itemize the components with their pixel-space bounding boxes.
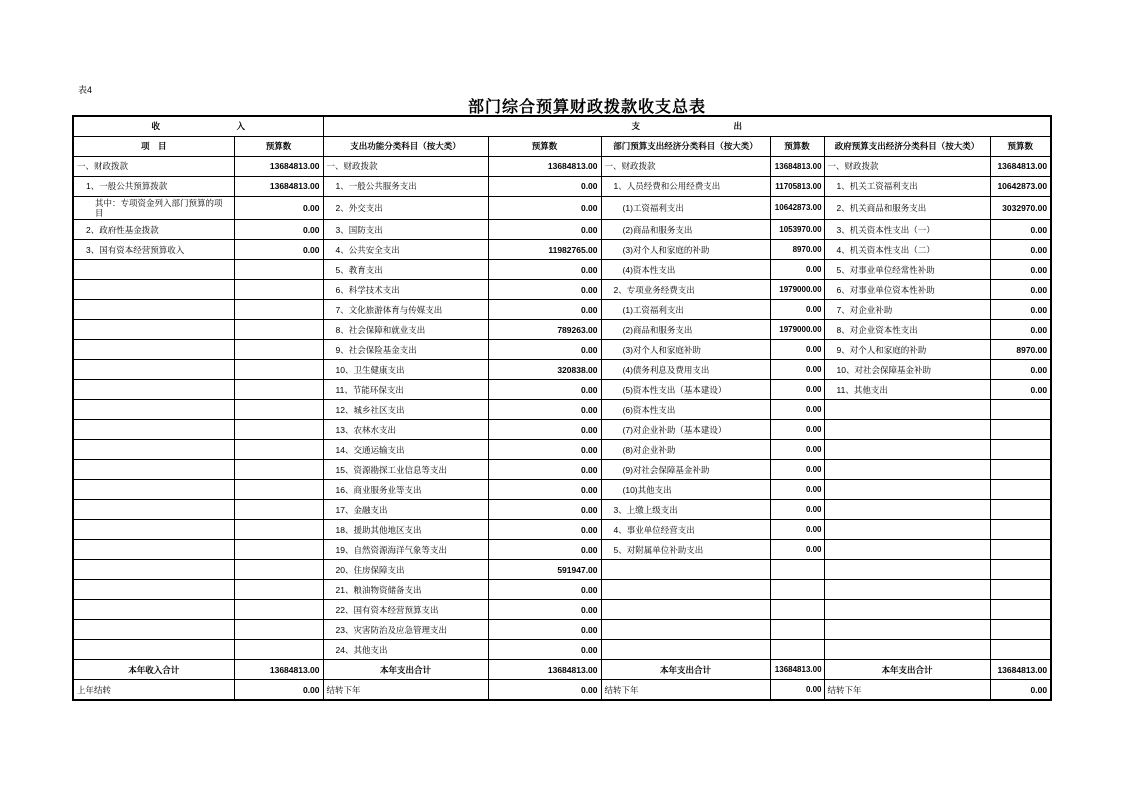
row-label-cell: 结转下年: [601, 680, 770, 701]
page-title: 部门综合预算财政拨款收支总表: [468, 99, 707, 116]
table-row: [73, 157, 1051, 177]
row-label-cell: [824, 420, 990, 440]
row-label-cell: 5、对附属单位补助支出: [601, 540, 770, 560]
row-label-cell: (5)资本性支出（基本建设）: [601, 380, 770, 400]
row-label-cell: [73, 600, 234, 620]
amount-cell: [990, 520, 1051, 540]
amount-cell: 0.00: [488, 300, 601, 320]
row-label-cell: [824, 600, 990, 620]
row-label-cell: 4、机关资本性支出（二）: [824, 240, 990, 260]
amount-cell: 1053970.00: [770, 220, 824, 240]
amount-cell: 0.00: [488, 460, 601, 480]
row-label-cell: 11、节能环保支出: [323, 380, 488, 400]
amount-cell: [234, 320, 323, 340]
amount-cell: 13684813.00: [488, 157, 601, 177]
row-label-cell: 2、外交支出: [323, 197, 488, 220]
row-label-cell: [824, 560, 990, 580]
row-label-cell: 上年结转: [73, 680, 234, 701]
amount-cell: [234, 620, 323, 640]
table-row: [73, 340, 1051, 360]
amount-cell: 0.00: [770, 420, 824, 440]
column-header-function-class: 支出功能分类科目（按大类）: [323, 137, 488, 157]
amount-cell: 0.00: [770, 480, 824, 500]
amount-cell: [990, 420, 1051, 440]
amount-cell: 0.00: [234, 220, 323, 240]
amount-cell: 0.00: [488, 280, 601, 300]
row-label-cell: [824, 640, 990, 660]
row-label-cell: [73, 460, 234, 480]
expenditure-section-header: 支 出: [323, 116, 1051, 137]
row-label-cell: [73, 520, 234, 540]
row-label-cell: 16、商业服务业等支出: [323, 480, 488, 500]
amount-cell: 0.00: [990, 680, 1051, 701]
amount-cell: [990, 500, 1051, 520]
amount-cell: 0.00: [488, 197, 601, 220]
row-label-cell: 13、农林水支出: [323, 420, 488, 440]
amount-cell: 0.00: [990, 280, 1051, 300]
row-label-cell: 1、机关工资福利支出: [824, 177, 990, 197]
row-label-cell: (10)其他支出: [601, 480, 770, 500]
amount-cell: [234, 340, 323, 360]
amount-cell: [234, 540, 323, 560]
section-header-row: [73, 116, 1051, 137]
amount-cell: 0.00: [234, 680, 323, 701]
row-label-cell: [824, 440, 990, 460]
row-label-cell: [73, 400, 234, 420]
table-row: [73, 320, 1051, 340]
row-label-cell: [824, 620, 990, 640]
amount-cell: 0.00: [488, 520, 601, 540]
table-row: [73, 197, 1051, 220]
amount-cell: 0.00: [990, 360, 1051, 380]
row-label-cell: 24、其他支出: [323, 640, 488, 660]
row-label-cell: 11、其他支出: [824, 380, 990, 400]
row-label-cell: [824, 480, 990, 500]
table-row: [73, 260, 1051, 280]
amount-cell: 0.00: [770, 500, 824, 520]
row-label-cell: 1、一般公共预算拨款: [73, 177, 234, 197]
amount-cell: 0.00: [990, 220, 1051, 240]
row-label-cell: (9)对社会保障基金补助: [601, 460, 770, 480]
amount-cell: 0.00: [488, 400, 601, 420]
amount-cell: 0.00: [770, 380, 824, 400]
row-label-cell: 22、国有资本经营预算支出: [323, 600, 488, 620]
table-row: [73, 380, 1051, 400]
amount-cell: 13684813.00: [234, 660, 323, 680]
row-label-cell: 一、财政拨款: [601, 157, 770, 177]
column-header-govt-economic-class: 政府预算支出经济分类科目（按大类）: [824, 137, 990, 157]
amount-cell: [990, 460, 1051, 480]
amount-cell: 1979000.00: [770, 320, 824, 340]
row-label-cell: [73, 500, 234, 520]
row-label-cell: 9、对个人和家庭的补助: [824, 340, 990, 360]
row-label-cell: 本年支出合计: [601, 660, 770, 680]
table-row: [73, 280, 1051, 300]
row-label-cell: [824, 460, 990, 480]
amount-cell: 0.00: [488, 177, 601, 197]
amount-cell: 0.00: [990, 240, 1051, 260]
amount-cell: 0.00: [770, 540, 824, 560]
row-label-cell: 结转下年: [323, 680, 488, 701]
amount-cell: 0.00: [990, 260, 1051, 280]
row-label-cell: (4)资本性支出: [601, 260, 770, 280]
table-row: [73, 500, 1051, 520]
table-row: [73, 220, 1051, 240]
row-label-cell: (8)对企业补助: [601, 440, 770, 460]
amount-cell: [234, 560, 323, 580]
budget-summary-table: [72, 115, 1052, 701]
amount-cell: 0.00: [488, 380, 601, 400]
table-row: [73, 480, 1051, 500]
row-label-cell: 一、财政拨款: [824, 157, 990, 177]
amount-cell: 0.00: [770, 400, 824, 420]
row-label-cell: 3、国有资本经营预算收入: [73, 240, 234, 260]
amount-cell: [234, 400, 323, 420]
table-row: [73, 400, 1051, 420]
row-label-cell: [824, 500, 990, 520]
amount-cell: 0.00: [488, 500, 601, 520]
row-label-cell: [601, 580, 770, 600]
amount-cell: 0.00: [770, 460, 824, 480]
row-label-cell: (7)对企业补助（基本建设）: [601, 420, 770, 440]
amount-cell: 789263.00: [488, 320, 601, 340]
row-label-cell: [824, 540, 990, 560]
row-label-cell: [73, 320, 234, 340]
amount-cell: 11705813.00: [770, 177, 824, 197]
amount-cell: 13684813.00: [488, 660, 601, 680]
amount-cell: 320838.00: [488, 360, 601, 380]
table-row: [73, 520, 1051, 540]
amount-cell: 8970.00: [770, 240, 824, 260]
table-row: [73, 600, 1051, 620]
amount-cell: 0.00: [488, 340, 601, 360]
row-label-cell: [601, 560, 770, 580]
column-header-budget: 预算数: [234, 137, 323, 157]
amount-cell: 10642873.00: [990, 177, 1051, 197]
amount-cell: [234, 380, 323, 400]
column-header-dept-economic-class: 部门预算支出经济分类科目（按大类）: [601, 137, 770, 157]
row-label-cell: [601, 620, 770, 640]
row-label-cell: [73, 340, 234, 360]
row-label-cell: [73, 560, 234, 580]
row-label-cell: (3)对个人和家庭的补助: [601, 240, 770, 260]
amount-cell: 0.00: [234, 197, 323, 220]
row-label-cell: 1、一般公共服务支出: [323, 177, 488, 197]
row-label-cell: 8、社会保障和就业支出: [323, 320, 488, 340]
row-label-cell: 结转下年: [824, 680, 990, 701]
amount-cell: [990, 560, 1051, 580]
row-label-cell: [73, 280, 234, 300]
table-row: [73, 420, 1051, 440]
amount-cell: [990, 480, 1051, 500]
row-label-cell: (2)商品和服务支出: [601, 320, 770, 340]
row-label-cell: 15、资源勘探工业信息等支出: [323, 460, 488, 480]
table-row: [73, 360, 1051, 380]
row-label-cell: 18、援助其他地区支出: [323, 520, 488, 540]
amount-cell: [234, 300, 323, 320]
amount-cell: 0.00: [770, 300, 824, 320]
table-row: [73, 240, 1051, 260]
amount-cell: [990, 620, 1051, 640]
row-label-cell: [601, 640, 770, 660]
amount-cell: 0.00: [770, 260, 824, 280]
amount-cell: 0.00: [770, 340, 824, 360]
amount-cell: [234, 640, 323, 660]
row-label-cell: 5、对事业单位经常性补助: [824, 260, 990, 280]
row-label-cell: 10、对社会保障基金补助: [824, 360, 990, 380]
table-row: [73, 540, 1051, 560]
row-label-cell: 1、人员经费和公用经费支出: [601, 177, 770, 197]
row-label-cell: (3)对个人和家庭补助: [601, 340, 770, 360]
row-label-cell: 7、文化旅游体育与传媒支出: [323, 300, 488, 320]
row-label-cell: 14、交通运输支出: [323, 440, 488, 460]
amount-cell: 0.00: [488, 260, 601, 280]
row-label-cell: [73, 440, 234, 460]
row-label-cell: 本年收入合计: [73, 660, 234, 680]
row-label-cell: [824, 520, 990, 540]
table-row: [73, 560, 1051, 580]
table-row: [73, 620, 1051, 640]
amount-cell: [234, 480, 323, 500]
table-row: [73, 177, 1051, 197]
row-label-cell: 17、金融支出: [323, 500, 488, 520]
amount-cell: 0.00: [488, 620, 601, 640]
amount-cell: [234, 420, 323, 440]
row-label-cell: [73, 480, 234, 500]
column-header-row: [73, 137, 1051, 157]
amount-cell: [234, 500, 323, 520]
row-label-cell: 5、教育支出: [323, 260, 488, 280]
row-label-cell: 本年支出合计: [824, 660, 990, 680]
amount-cell: 0.00: [488, 540, 601, 560]
row-label-cell: [73, 640, 234, 660]
row-label-cell: [601, 600, 770, 620]
row-label-cell: (1)工资福利支出: [601, 197, 770, 220]
row-label-cell: 20、住房保障支出: [323, 560, 488, 580]
table-row: [73, 440, 1051, 460]
column-header-item: 项 目: [73, 137, 234, 157]
amount-cell: 591947.00: [488, 560, 601, 580]
row-label-cell: 21、粮油物资储备支出: [323, 580, 488, 600]
row-label-cell: 10、卫生健康支出: [323, 360, 488, 380]
row-label-cell: (4)债务利息及费用支出: [601, 360, 770, 380]
column-header-budget: 预算数: [770, 137, 824, 157]
row-label-cell: [73, 380, 234, 400]
row-label-cell: 12、城乡社区支出: [323, 400, 488, 420]
amount-cell: 0.00: [234, 240, 323, 260]
amount-cell: [234, 260, 323, 280]
row-label-cell: [73, 540, 234, 560]
row-label-cell: 3、国防支出: [323, 220, 488, 240]
row-label-cell: 3、机关资本性支出（一）: [824, 220, 990, 240]
amount-cell: 0.00: [770, 360, 824, 380]
amount-cell: 3032970.00: [990, 197, 1051, 220]
row-label-cell: 2、专项业务经费支出: [601, 280, 770, 300]
amount-cell: [234, 440, 323, 460]
amount-cell: 13684813.00: [770, 660, 824, 680]
table-row: [73, 580, 1051, 600]
row-label-cell: [73, 260, 234, 280]
amount-cell: [770, 600, 824, 620]
row-label-cell: (6)资本性支出: [601, 400, 770, 420]
row-label-cell: 4、公共安全支出: [323, 240, 488, 260]
amount-cell: [770, 620, 824, 640]
amount-cell: [770, 640, 824, 660]
amount-cell: 11982765.00: [488, 240, 601, 260]
row-label-cell: 7、对企业补助: [824, 300, 990, 320]
table-row: [73, 460, 1051, 480]
row-label-cell: 6、对事业单位资本性补助: [824, 280, 990, 300]
table-row: [73, 300, 1051, 320]
amount-cell: 0.00: [488, 580, 601, 600]
amount-cell: 0.00: [770, 520, 824, 540]
amount-cell: 0.00: [488, 680, 601, 701]
row-label-cell: 3、上缴上级支出: [601, 500, 770, 520]
row-label-cell: 2、政府性基金拨款: [73, 220, 234, 240]
row-label-cell: [73, 300, 234, 320]
row-label-cell: 本年支出合计: [323, 660, 488, 680]
amount-cell: 0.00: [770, 680, 824, 701]
table-row: [73, 640, 1051, 660]
row-label-cell: 4、事业单位经营支出: [601, 520, 770, 540]
row-label-cell: 其中：专项资金列入部门预算的项目: [73, 197, 234, 220]
amount-cell: [234, 360, 323, 380]
amount-cell: [234, 520, 323, 540]
row-label-cell: [73, 620, 234, 640]
amount-cell: 0.00: [488, 420, 601, 440]
amount-cell: [990, 400, 1051, 420]
amount-cell: [234, 280, 323, 300]
amount-cell: [770, 560, 824, 580]
amount-cell: [990, 640, 1051, 660]
row-label-cell: [73, 420, 234, 440]
amount-cell: [990, 440, 1051, 460]
amount-cell: 0.00: [488, 440, 601, 460]
row-label-cell: 9、社会保险基金支出: [323, 340, 488, 360]
row-label-cell: [73, 580, 234, 600]
totals-row: [73, 660, 1051, 680]
row-label-cell: [824, 580, 990, 600]
amount-cell: 0.00: [488, 600, 601, 620]
amount-cell: [990, 580, 1051, 600]
row-label-cell: 6、科学技术支出: [323, 280, 488, 300]
amount-cell: 13684813.00: [770, 157, 824, 177]
amount-cell: [234, 580, 323, 600]
amount-cell: [234, 460, 323, 480]
amount-cell: 13684813.00: [234, 157, 323, 177]
amount-cell: [770, 580, 824, 600]
amount-cell: 13684813.00: [990, 660, 1051, 680]
row-label-cell: (1)工资福利支出: [601, 300, 770, 320]
amount-cell: 0.00: [770, 440, 824, 460]
row-label-cell: 19、自然资源海洋气象等支出: [323, 540, 488, 560]
row-label-cell: 一、财政拨款: [323, 157, 488, 177]
amount-cell: 0.00: [488, 640, 601, 660]
income-section-header: 收 入: [73, 116, 323, 137]
amount-cell: [990, 540, 1051, 560]
amount-cell: 13684813.00: [990, 157, 1051, 177]
row-label-cell: 一、财政拨款: [73, 157, 234, 177]
row-label-cell: [824, 400, 990, 420]
row-label-cell: [73, 360, 234, 380]
column-header-budget: 预算数: [990, 137, 1051, 157]
row-label-cell: (2)商品和服务支出: [601, 220, 770, 240]
row-label-cell: 8、对企业资本性支出: [824, 320, 990, 340]
row-label-cell: 2、机关商品和服务支出: [824, 197, 990, 220]
amount-cell: [990, 600, 1051, 620]
amount-cell: 10642873.00: [770, 197, 824, 220]
amount-cell: 8970.00: [990, 340, 1051, 360]
column-header-budget: 预算数: [488, 137, 601, 157]
carryover-row: [73, 680, 1051, 701]
amount-cell: 0.00: [488, 480, 601, 500]
amount-cell: 13684813.00: [234, 177, 323, 197]
amount-cell: 1979000.00: [770, 280, 824, 300]
amount-cell: 0.00: [990, 300, 1051, 320]
amount-cell: [234, 600, 323, 620]
amount-cell: 0.00: [488, 220, 601, 240]
row-label-cell: 23、灾害防治及应急管理支出: [323, 620, 488, 640]
sheet-number-label: 表4: [78, 85, 93, 95]
amount-cell: 0.00: [990, 380, 1051, 400]
amount-cell: 0.00: [990, 320, 1051, 340]
